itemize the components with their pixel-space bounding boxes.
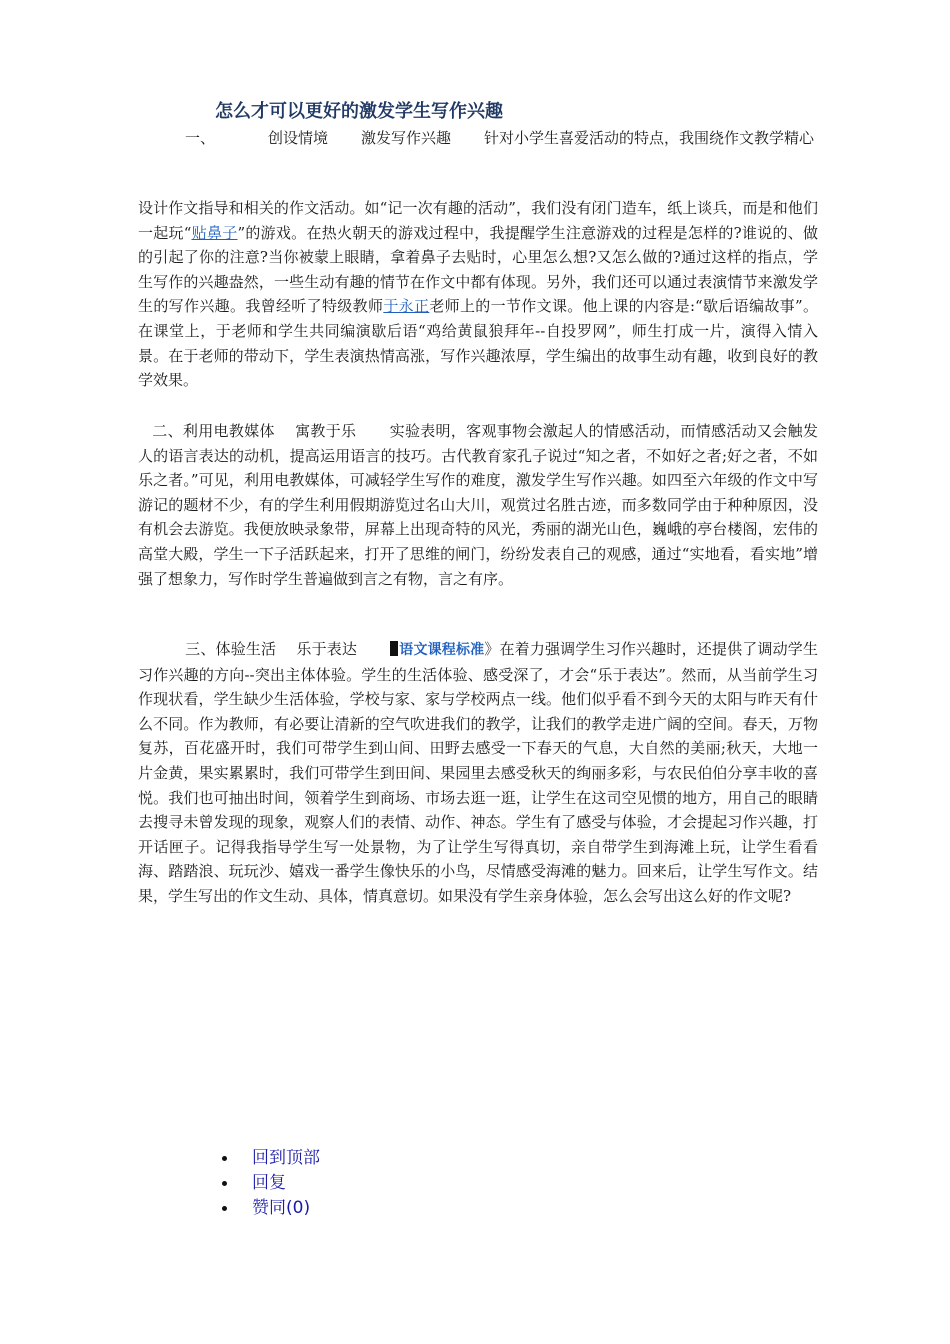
section-1-heading-a: 创设情境 bbox=[268, 129, 329, 147]
paragraph-2 bbox=[138, 419, 818, 591]
paragraph-1 bbox=[138, 196, 818, 393]
paragraph-3-text: 》在着力强调学生习作兴趣时，还提供了调动学生习作兴趣的方向--突出主体体验。学生的生活体验、感受深了，才会“乐于表达”。然而，从当前学生习作现状看，学生缺少生活体验，学校与家、家与学校两点一线。他们似乎看不到今天的太阳与昨天有什么不同。作为教师，有必要让清新的空气吹进我们的教学，让我们的教学走进广阔的空间。春天，万物复苏，百花盛开时，我们可带学生到山间、田野去感受一下春天的气息，大自然的美丽;秋天，大地一片金黄，果实累累时，我们可带学生到田间、果园里去感受秋天的绚丽多彩，与农民伯伯分享丰收的喜悦。我们也可抽出时间，领着学生到商场、市场去逛一逛，让学生在这司空见惯的地方，用自己的眼睛去搜寻未曾发现的现象，观察人们的表情、动作、神态。学生有了感受与体验，才会提起习作兴趣，打开话匣子。记得我指导学生写一处景物，为了让学生写得真切，亲自带学生到海滩上玩，让学生看看海、踏踏浪、玩玩沙、嬉戏一番学生像快乐的小鸟，尽情感受海滩的魅力。回来后，让学生写作文。结果，学生写出的作文生动、具体，情真意切。如果没有学生亲身体验，怎么会写出这么好的作文呢? bbox=[138, 640, 818, 905]
section-1-heading bbox=[268, 126, 818, 150]
section-2-heading-a: 二、利用电教媒体 bbox=[152, 422, 275, 440]
like-link[interactable] bbox=[222, 1196, 320, 1221]
back-to-top-link[interactable] bbox=[222, 1146, 320, 1171]
paragraph-1-text-c: 老师上的一节作文课。他上课的内容是:“歇后语编故事”。在课堂上，于老师和学生共同编演歇后语“鸡给黄鼠狼拜年--自投罗网”，师生打成一片，演得入情入景。在于老师的带动下，学生表演热情高涨，写作兴趣浓厚，学生编出的故事生动有趣，收到良好的教学效果。 bbox=[138, 297, 818, 390]
bullet-icon bbox=[222, 1206, 227, 1211]
document-title: 怎么才可以更好的激发学生写作兴趣 bbox=[215, 101, 503, 122]
section-1-heading-b: 激发写作兴趣 bbox=[361, 129, 452, 147]
paragraph-1-text-b: ”的游戏。在热火朝天的游戏过程中，我提醒学生注意游戏的过程是怎样的?谁说的、做的引起了你的注意?当你被蒙上眼睛，拿着鼻子去贴时，心里怎么想?又怎么做的?通过这样的指点，学生写作的兴趣盎然，一些生动有趣的情节在作文中都有体现。另外，我们还可以通过表演情节来激发学生的写作兴趣。我曾经听了特级教师 bbox=[138, 223, 818, 316]
footer-links bbox=[222, 1146, 320, 1221]
section-1-number: 一、 bbox=[185, 129, 216, 147]
curriculum-standard-link[interactable]: 语文课程标准 bbox=[399, 642, 485, 658]
section-2-heading-b: 寓教于乐 bbox=[294, 422, 357, 440]
section-1-lead: 针对小学生喜爱活动的特点，我围绕作文教学精心 bbox=[484, 129, 815, 147]
back-to-top-label: 回到顶部 bbox=[252, 1148, 320, 1168]
bullet-icon bbox=[222, 1156, 227, 1161]
paragraph-1-text-a: 设计作文指导和相关的作文活动。如“记一次有趣的活动”，我们没有闭门造车，纸上谈兵，而是和他们一起玩“ bbox=[138, 199, 818, 242]
section-3-heading-b: 乐于表达 bbox=[296, 640, 358, 658]
like-label: 赞同(0) bbox=[252, 1198, 311, 1218]
link-tie-bizi[interactable]: 贴鼻子 bbox=[191, 223, 238, 242]
paragraph-3 bbox=[138, 637, 818, 909]
reply-link[interactable] bbox=[222, 1171, 320, 1196]
section-3-heading-a: 三、体验生活 bbox=[185, 640, 277, 658]
reply-label: 回复 bbox=[252, 1173, 286, 1193]
bracket-mark-icon bbox=[390, 641, 398, 656]
link-yu-yongzheng[interactable]: 于永正 bbox=[383, 297, 430, 316]
paragraph-2-text: 实验表明，客观事物会激起人的情感活动，而情感活动又会触发人的语言表达的动机，提高运用语言的技巧。古代教育家孔子说过“知之者，不如好之者;好之者，不如乐之者。”可见，利用电教媒体，可减轻学生写作的难度，激发学生写作兴趣。如四至六年级的作文中写游记的题材不少，有的学生利用假期游览过名山大川，观赏过名胜古迹，而多数同学由于种种原因，没有机会去游览。我便放映录象带，屏幕上出现奇特的风光，秀丽的湖光山色，巍峨的亭台楼阁，宏伟的高堂大殿，学生一下子活跃起来，打开了思维的闸门，纷纷发表自己的观感，通过“实地看，看实地”增强了想象力，写作时学生普遍做到言之有物，言之有序。 bbox=[138, 422, 818, 588]
bullet-icon bbox=[222, 1181, 227, 1186]
